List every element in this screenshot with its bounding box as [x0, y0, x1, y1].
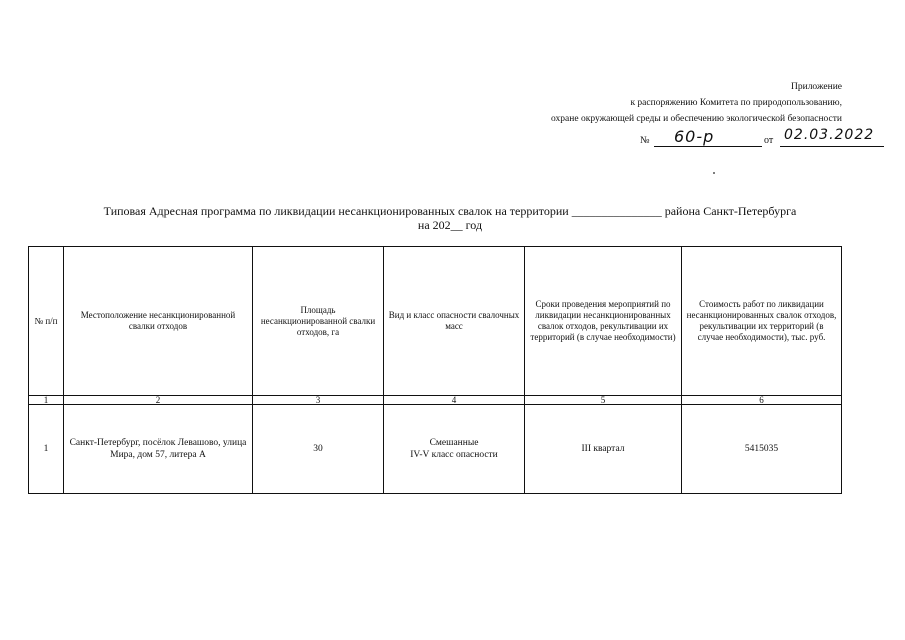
- table-header-row: [29, 247, 842, 396]
- waste-type-line-2: IV-V класс опасности: [410, 450, 498, 460]
- title-line-2: на 202__ год: [417, 218, 483, 232]
- column-number-cell: 5: [525, 396, 682, 405]
- order-number-underline: [654, 146, 762, 147]
- order-date-label: от: [764, 135, 774, 146]
- appendix-line-1: Приложение: [791, 82, 842, 92]
- column-number-row: [29, 396, 842, 405]
- header-cell-waste-type: Вид и класс опасности свалочных масс: [384, 247, 525, 396]
- row-location-cell: Санкт-Петербург, посёлок Левашово, улица Мира, дом 57, литера А: [64, 405, 253, 494]
- column-number-cell: 1: [29, 396, 64, 405]
- column-number-cell: 4: [384, 396, 525, 405]
- column-number-cell: 6: [682, 396, 842, 405]
- row-cost-cell: 5415035: [682, 405, 842, 494]
- row-number-cell: 1: [29, 405, 64, 494]
- row-area-cell: 30: [253, 405, 384, 494]
- table-row: [29, 405, 842, 494]
- header-cell-number: № п/п: [29, 247, 64, 396]
- header-cell-area: Площадь несанкционированной свалки отходов, га: [253, 247, 384, 396]
- column-number-cell: 3: [253, 396, 384, 405]
- scan-speck: [713, 172, 715, 174]
- document-title: [60, 204, 840, 232]
- order-number-value: 60-р: [674, 127, 715, 146]
- row-period-cell: III квартал: [525, 405, 682, 494]
- header-cell-cost: Стоимость работ по ликвидации несанкционированных свалок отходов, рекультивации их территорий (в случае необходимости), тыс. руб.: [682, 247, 842, 396]
- header-cell-location: Местоположение несанкционированной свалки отходов: [64, 247, 253, 396]
- appendix-block: [551, 79, 842, 127]
- order-date-value: 02.03.2022: [784, 127, 875, 143]
- column-number-cell: 2: [64, 396, 253, 405]
- program-table: [28, 246, 842, 494]
- waste-type-line-1: Смешанные: [429, 438, 479, 448]
- row-waste-type-cell: [384, 405, 525, 494]
- order-number-label: №: [640, 135, 650, 146]
- header-cell-period: Сроки проведения мероприятий по ликвидации несанкционированных свалок отходов, рекультивации их территорий (в случае необходимости): [525, 247, 682, 396]
- appendix-line-2: к распоряжению Комитета по природопользованию,: [630, 98, 842, 108]
- title-line-1: Типовая Адресная программа по ликвидации несанкционированных свалок на территории _______________ района Санкт-Петербурга: [103, 204, 797, 218]
- order-date-underline: [780, 146, 884, 147]
- appendix-line-3: охране окружающей среды и обеспечению экологической безопасности: [551, 114, 842, 124]
